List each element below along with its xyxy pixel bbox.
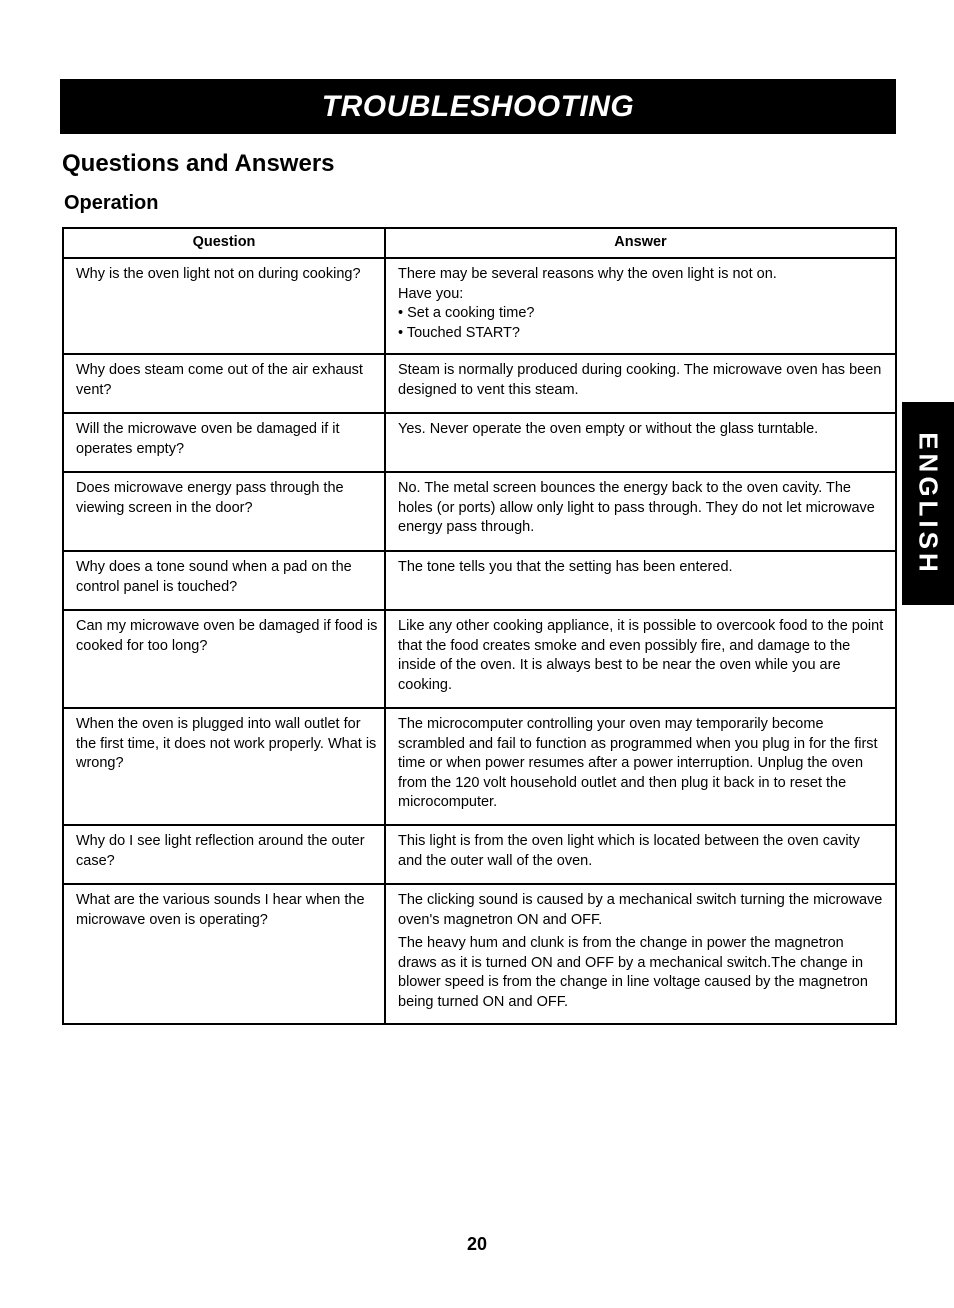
table-row xyxy=(63,354,896,413)
table-header-row xyxy=(63,228,896,258)
answer-text: • Touched START? xyxy=(398,324,520,341)
answer-text: There may be several reasons why the oven light is not on. xyxy=(398,266,777,282)
answer-column-header: Answer xyxy=(385,228,896,258)
question-text: Why does steam come out of the air exhaust vent? xyxy=(76,362,363,398)
question-cell xyxy=(63,258,385,354)
table-row xyxy=(63,708,896,825)
banner-title: TROUBLESHOOTING xyxy=(321,90,635,123)
page-number: 20 xyxy=(466,1234,488,1254)
table-row xyxy=(63,884,896,1024)
answer-text: The tone tells you that the setting has been entered. xyxy=(398,559,733,575)
table-row xyxy=(63,551,896,610)
answer-text: Yes. Never operate the oven empty or without the glass turntable. xyxy=(398,421,819,437)
answer-cell xyxy=(385,258,896,354)
table-row xyxy=(63,258,896,354)
question-text: Does microwave energy pass through the viewing screen in the door? xyxy=(76,480,344,516)
answer-cell xyxy=(385,825,896,884)
qa-table xyxy=(62,227,897,1025)
question-text: Why do I see light reflection around the outer case? xyxy=(76,833,365,869)
answer-text: • Set a cooking time? xyxy=(398,305,535,321)
answer-text: The microcomputer controlling your oven may temporarily become scrambled and fail to function as programmed when you plug in for the first time or when power resumes after a power interruption. Unplug the oven from the 120 volt household outlet and then plug it back in to reset the microcomputer. xyxy=(398,716,878,810)
question-cell xyxy=(63,413,385,472)
answer-cell xyxy=(385,884,896,1024)
answer-cell xyxy=(385,472,896,551)
answer-cell xyxy=(385,708,896,825)
question-cell xyxy=(63,551,385,610)
question-text: Can my microwave oven be damaged if food is cooked for too long? xyxy=(76,618,378,654)
answer-text: The heavy hum and clunk is from the change in power the magnetron draws as it is turned ON and OFF by a mechanical switch.The change in blower speed is from the change in line voltage caused by the magnetron being turned ON and OFF. xyxy=(398,935,868,1010)
question-column-header: Question xyxy=(63,228,385,258)
answer-text: The clicking sound is caused by a mechanical switch turning the microwave oven's magnetron ON and OFF. xyxy=(398,892,883,928)
answer-text: No. The metal screen bounces the energy back to the oven cavity. The holes (or ports) allow only light to pass through. They do not let microwave energy pass through. xyxy=(398,480,875,535)
language-tab xyxy=(902,402,954,605)
table-row xyxy=(63,825,896,884)
question-cell xyxy=(63,884,385,1024)
question-cell xyxy=(63,708,385,825)
qa-table-body xyxy=(63,258,896,1024)
question-cell xyxy=(63,472,385,551)
answer-text: This light is from the oven light which is located between the oven cavity and the outer wall of the oven. xyxy=(398,833,860,869)
troubleshooting-banner xyxy=(60,79,896,134)
answer-cell xyxy=(385,610,896,708)
subsection-heading: Operation xyxy=(64,192,159,214)
question-cell xyxy=(63,354,385,413)
question-text: When the oven is plugged into wall outlet for the first time, it does not work properly. What is wrong? xyxy=(76,716,377,771)
language-tab-label: ENGLISH xyxy=(913,431,944,576)
table-row xyxy=(63,610,896,708)
section-heading: Questions and Answers xyxy=(62,150,335,177)
question-text: What are the various sounds I hear when the microwave oven is operating? xyxy=(76,892,365,928)
answer-text: Steam is normally produced during cooking. The microwave oven has been designed to vent this steam. xyxy=(398,362,882,398)
answer-cell xyxy=(385,413,896,472)
table-row xyxy=(63,472,896,551)
question-cell xyxy=(63,825,385,884)
question-text: Why does a tone sound when a pad on the control panel is touched? xyxy=(76,559,352,595)
answer-cell xyxy=(385,551,896,610)
answer-cell xyxy=(385,354,896,413)
question-text: Why is the oven light not on during cooking? xyxy=(76,266,361,282)
answer-text: Like any other cooking appliance, it is possible to overcook food to the point that the food creates smoke and even possibly fire, and damage to the inside of the oven. It is always best to be near the oven while you are cooking. xyxy=(398,618,884,693)
table-row xyxy=(63,413,896,472)
question-text: Will the microwave oven be damaged if it operates empty? xyxy=(76,421,340,457)
question-cell xyxy=(63,610,385,708)
answer-text: Have you: xyxy=(398,285,464,302)
